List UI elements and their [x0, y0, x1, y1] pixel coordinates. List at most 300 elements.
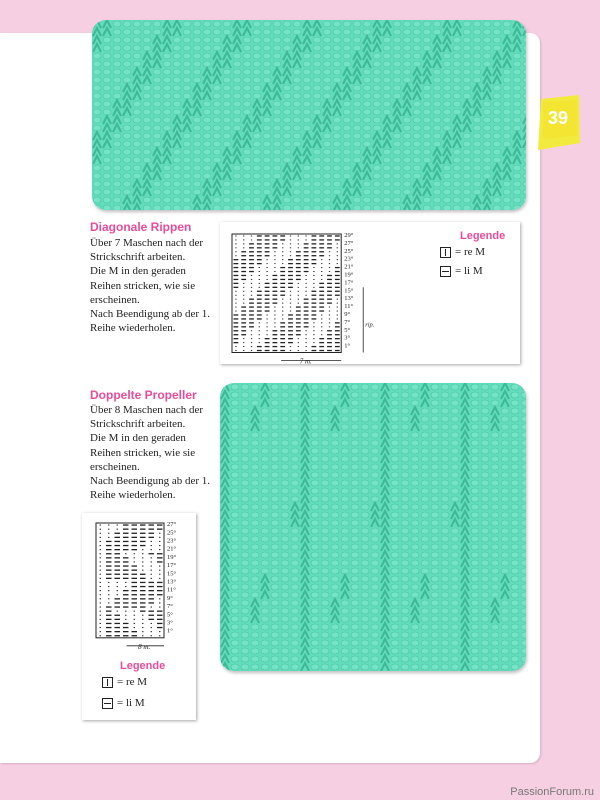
purl-stitch: [193, 37, 201, 43]
purl-stitch: [251, 552, 259, 558]
purl-stitch: [311, 592, 319, 598]
purl-stitch: [341, 512, 349, 518]
purl-stitch: [213, 93, 221, 99]
purl-stitch: [321, 648, 329, 654]
purl-stitch: [291, 536, 299, 542]
purl-stitch: [351, 608, 359, 614]
purl-stitch: [411, 464, 419, 470]
purl-stitch: [451, 552, 459, 558]
purl-stitch: [343, 101, 351, 107]
purl-stitch: [281, 504, 289, 510]
purl-stitch: [423, 93, 431, 99]
purl-stitch: [113, 149, 121, 155]
purl-stitch: [521, 400, 526, 406]
purl-stitch: [123, 45, 131, 51]
purl-stitch: [361, 400, 369, 406]
purl-stitch: [513, 85, 521, 91]
purl-stitch: [471, 608, 479, 614]
purl-stitch: [231, 408, 239, 414]
purl-stitch: [513, 109, 521, 115]
purl-stitch: [133, 141, 141, 147]
purl-stitch: [261, 448, 269, 454]
purl-stitch: [311, 656, 319, 662]
purl-stitch: [493, 125, 501, 131]
purl-stitch: [183, 141, 191, 147]
purl-stitch: [523, 165, 526, 171]
chart-width-label: 8 m.: [138, 642, 151, 651]
purl-stitch: [293, 93, 301, 99]
purl-stitch: [253, 165, 261, 171]
purl-stitch: [291, 576, 299, 582]
purl-stitch: [491, 648, 499, 654]
purl-stitch: [113, 53, 121, 59]
purl-stitch: [173, 181, 181, 187]
purl-stitch: [271, 528, 279, 534]
purl-stitch: [401, 432, 409, 438]
purl-stitch: [271, 416, 279, 422]
purl-stitch: [251, 520, 259, 526]
purl-stitch: [451, 568, 459, 574]
purl-stitch: [281, 416, 289, 422]
purl-stitch: [241, 664, 249, 670]
purl-stitch: [303, 189, 311, 195]
purl-stitch: [521, 592, 526, 598]
purl-stitch: [213, 125, 221, 131]
purl-stitch: [491, 448, 499, 454]
purl-stitch: [423, 205, 431, 210]
purl-stitch: [303, 53, 311, 59]
purl-stitch: [323, 133, 331, 139]
purl-stitch: [271, 480, 279, 486]
purl-stitch: [371, 408, 379, 414]
purl-stitch: [331, 480, 339, 486]
purl-stitch: [271, 560, 279, 566]
purl-stitch: [133, 21, 141, 27]
purl-stitch: [333, 117, 341, 123]
purl-stitch: [313, 149, 321, 155]
purl-stitch: [173, 189, 181, 195]
purl-stitch: [413, 101, 421, 107]
purl-stitch: [331, 552, 339, 558]
purl-stitch: [273, 117, 281, 123]
purl-stitch: [231, 592, 239, 598]
purl-stitch: [163, 77, 171, 83]
purl-stitch: [143, 117, 151, 123]
purl-stitch: [103, 205, 111, 210]
purl-stitch: [271, 624, 279, 630]
purl-stitch: [361, 600, 369, 606]
purl-stitch: [421, 560, 429, 566]
legend-label-knit: = re M: [455, 246, 486, 258]
purl-stitch: [351, 480, 359, 486]
purl-stitch: [271, 488, 279, 494]
purl-stitch: [321, 392, 329, 398]
purl-stitch: [413, 125, 421, 131]
purl-stitch: [311, 496, 319, 502]
purl-stitch: [331, 664, 339, 670]
purl-stitch: [123, 165, 131, 171]
purl-stitch: [291, 616, 299, 622]
purl-stitch: [271, 648, 279, 654]
purl-stitch: [163, 85, 171, 91]
purl-stitch: [351, 512, 359, 518]
purl-stitch: [391, 568, 399, 574]
purl-stitch: [183, 133, 191, 139]
purl-stitch: [453, 181, 461, 187]
purl-stitch: [521, 480, 526, 486]
purl-stitch: [323, 173, 331, 179]
purl-stitch: [281, 632, 289, 638]
purl-stitch: [173, 173, 181, 179]
purl-stitch: [243, 101, 251, 107]
purl-stitch: [361, 448, 369, 454]
purl-stitch: [391, 504, 399, 510]
purl-stitch: [511, 560, 519, 566]
purl-stitch: [233, 173, 241, 179]
purl-stitch: [343, 21, 351, 27]
purl-stitch: [421, 472, 429, 478]
purl-stitch: [501, 616, 509, 622]
purl-stitch: [273, 37, 281, 43]
purl-stitch: [401, 536, 409, 542]
purl-stitch: [501, 560, 509, 566]
purl-stitch: [523, 85, 526, 91]
purl-stitch: [361, 408, 369, 414]
purl-stitch: [423, 141, 431, 147]
purl-stitch: [323, 77, 331, 83]
purl-stitch: [503, 133, 511, 139]
purl-stitch: [103, 165, 111, 171]
purl-stitch: [341, 520, 349, 526]
purl-stitch: [391, 656, 399, 662]
purl-stitch: [311, 544, 319, 550]
purl-stitch: [113, 197, 121, 203]
purl-stitch: [351, 464, 359, 470]
purl-stitch: [443, 85, 451, 91]
purl-stitch: [463, 85, 471, 91]
purl-stitch: [241, 576, 249, 582]
purl-stitch: [483, 101, 491, 107]
purl-stitch: [511, 504, 519, 510]
purl-stitch: [231, 504, 239, 510]
purl-stitch: [401, 632, 409, 638]
purl-stitch: [471, 520, 479, 526]
purl-stitch: [283, 125, 291, 131]
purl-stitch: [401, 584, 409, 590]
chart-row-label: 9°: [167, 594, 173, 602]
purl-stitch: [371, 440, 379, 446]
legend-title-diagonal: Legende: [460, 230, 506, 242]
purl-stitch: [113, 165, 121, 171]
purl-stitch: [263, 149, 271, 155]
purl-stitch: [491, 584, 499, 590]
purl-stitch: [281, 456, 289, 462]
purl-stitch: [261, 552, 269, 558]
purl-stitch: [421, 640, 429, 646]
purl-stitch: [491, 440, 499, 446]
purl-stitch: [333, 165, 341, 171]
purl-stitch: [473, 149, 481, 155]
purl-stitch: [493, 149, 501, 155]
purl-stitch: [303, 205, 311, 210]
purl-stitch: [251, 560, 259, 566]
purl-stitch: [493, 141, 501, 147]
purl-stitch: [281, 424, 289, 430]
purl-stitch: [471, 488, 479, 494]
purl-stitch: [363, 181, 371, 187]
purl-stitch: [443, 93, 451, 99]
purl-stitch: [463, 133, 471, 139]
purl-stitch: [231, 640, 239, 646]
purl-stitch: [311, 552, 319, 558]
purl-stitch: [321, 600, 329, 606]
purl-stitch: [383, 69, 391, 75]
purl-stitch: [183, 21, 191, 27]
purl-stitch: [271, 608, 279, 614]
purl-stitch: [451, 528, 459, 534]
purl-stitch: [401, 512, 409, 518]
purl-stitch: [511, 480, 519, 486]
purl-stitch: [261, 656, 269, 662]
purl-stitch: [331, 448, 339, 454]
purl-stitch: [311, 504, 319, 510]
purl-stitch: [403, 149, 411, 155]
purl-stitch: [311, 384, 319, 390]
purl-stitch: [231, 608, 239, 614]
purl-stitch: [231, 384, 239, 390]
purl-stitch: [463, 173, 471, 179]
purl-stitch: [331, 440, 339, 446]
purl-stitch: [93, 181, 101, 187]
purl-stitch: [411, 528, 419, 534]
chart-row-label: 15°: [344, 287, 354, 295]
purl-stitch: [291, 464, 299, 470]
purl-stitch: [373, 101, 381, 107]
purl-stitch: [271, 520, 279, 526]
purl-stitch: [501, 664, 509, 670]
purl-stitch: [343, 125, 351, 131]
purl-stitch: [153, 197, 161, 203]
purl-stitch: [283, 205, 291, 210]
purl-stitch: [463, 189, 471, 195]
purl-stitch: [253, 173, 261, 179]
purl-stitch: [241, 488, 249, 494]
purl-stitch: [313, 173, 321, 179]
purl-stitch: [463, 197, 471, 203]
purl-stitch: [281, 464, 289, 470]
purl-stitch: [373, 53, 381, 59]
purl-stitch: [513, 117, 521, 123]
purl-stitch: [431, 616, 439, 622]
purl-stitch: [213, 29, 221, 35]
purl-stitch: [331, 384, 339, 390]
purl-stitch: [123, 53, 131, 59]
purl-stitch: [503, 93, 511, 99]
knitting-chart-propeller: [82, 513, 196, 720]
purl-stitch: [261, 560, 269, 566]
purl-stitch: [521, 440, 526, 446]
purl-stitch: [271, 552, 279, 558]
chart-row-label: 23°: [167, 537, 177, 545]
purl-stitch: [421, 440, 429, 446]
purl-stitch: [411, 664, 419, 670]
purl-stitch: [411, 656, 419, 662]
purl-stitch: [383, 61, 391, 67]
knit-stitch: [523, 20, 526, 28]
purl-stitch: [353, 205, 361, 210]
purl-stitch: [441, 496, 449, 502]
purl-stitch: [503, 85, 511, 91]
purl-stitch: [261, 608, 269, 614]
purl-stitch: [283, 37, 291, 43]
purl-stitch: [521, 528, 526, 534]
purl-stitch: [441, 448, 449, 454]
purl-stitch: [183, 173, 191, 179]
purl-stitch: [263, 165, 271, 171]
purl-stitch: [433, 21, 441, 27]
purl-stitch: [431, 576, 439, 582]
purl-stitch: [231, 664, 239, 670]
purl-stitch: [123, 61, 131, 67]
purl-stitch: [343, 29, 351, 35]
purl-stitch: [421, 552, 429, 558]
purl-stitch: [231, 424, 239, 430]
purl-stitch: [123, 141, 131, 147]
purl-stitch: [311, 464, 319, 470]
purl-stitch: [453, 149, 461, 155]
purl-stitch: [193, 181, 201, 187]
purl-stitch: [271, 392, 279, 398]
purl-stitch: [143, 197, 151, 203]
purl-stitch: [233, 61, 241, 67]
purl-stitch: [403, 61, 411, 67]
purl-stitch: [213, 37, 221, 43]
purl-stitch: [403, 181, 411, 187]
purl-stitch: [423, 21, 431, 27]
purl-stitch: [441, 424, 449, 430]
purl-stitch: [251, 656, 259, 662]
purl-stitch: [463, 149, 471, 155]
purl-stitch: [231, 448, 239, 454]
purl-stitch: [363, 197, 371, 203]
purl-stitch: [321, 568, 329, 574]
purl-stitch: [481, 424, 489, 430]
purl-stitch: [371, 560, 379, 566]
purl-stitch: [403, 37, 411, 43]
purl-stitch: [271, 384, 279, 390]
purl-stitch: [471, 632, 479, 638]
purl-stitch: [303, 85, 311, 91]
purl-stitch: [283, 133, 291, 139]
purl-stitch: [271, 440, 279, 446]
purl-stitch: [271, 536, 279, 542]
purl-stitch: [283, 21, 291, 27]
purl-stitch: [451, 544, 459, 550]
purl-stitch: [231, 440, 239, 446]
purl-stitch: [463, 205, 471, 210]
purl-stitch: [451, 448, 459, 454]
purl-stitch: [523, 157, 526, 163]
purl-stitch: [491, 560, 499, 566]
purl-stitch: [183, 189, 191, 195]
purl-stitch: [393, 197, 401, 203]
purl-stitch: [203, 21, 211, 27]
purl-stitch: [501, 512, 509, 518]
purl-stitch: [321, 480, 329, 486]
purl-stitch: [361, 616, 369, 622]
purl-stitch: [343, 165, 351, 171]
purl-stitch: [173, 45, 181, 51]
purl-stitch: [511, 384, 519, 390]
purl-stitch: [321, 552, 329, 558]
purl-stitch: [173, 61, 181, 67]
purl-stitch: [241, 616, 249, 622]
purl-stitch: [491, 456, 499, 462]
purl-stitch: [401, 544, 409, 550]
purl-stitch: [361, 536, 369, 542]
purl-stitch: [183, 69, 191, 75]
purl-stitch: [363, 125, 371, 131]
purl-stitch: [391, 608, 399, 614]
chart-row-label: 11°: [344, 303, 354, 311]
purl-stitch: [193, 133, 201, 139]
purl-stitch: [453, 77, 461, 83]
purl-stitch: [153, 117, 161, 123]
purl-stitch: [241, 520, 249, 526]
purl-stitch: [183, 165, 191, 171]
purl-stitch: [361, 624, 369, 630]
purl-stitch: [251, 448, 259, 454]
purl-stitch: [231, 432, 239, 438]
purl-stitch: [351, 656, 359, 662]
purl-stitch: [241, 464, 249, 470]
purl-stitch: [291, 448, 299, 454]
purl-stitch: [501, 416, 509, 422]
purl-stitch: [231, 456, 239, 462]
purl-stitch: [291, 392, 299, 398]
purl-stitch: [323, 69, 331, 75]
purl-stitch: [323, 189, 331, 195]
purl-stitch: [371, 608, 379, 614]
purl-stitch: [321, 616, 329, 622]
purl-stitch: [501, 504, 509, 510]
purl-stitch: [333, 149, 341, 155]
chart-row-label: 25°: [167, 529, 177, 537]
purl-stitch: [521, 608, 526, 614]
purl-stitch: [241, 512, 249, 518]
purl-stitch: [513, 61, 521, 67]
purl-stitch: [291, 528, 299, 534]
purl-stitch: [491, 528, 499, 534]
purl-stitch: [373, 197, 381, 203]
purl-stitch: [371, 456, 379, 462]
purl-stitch: [433, 85, 441, 91]
purl-stitch: [471, 592, 479, 598]
purl-stitch: [251, 488, 259, 494]
chart-row-label: 7°: [344, 318, 351, 326]
purl-stitch: [341, 432, 349, 438]
purl-stitch: [391, 464, 399, 470]
purl-stitch: [441, 560, 449, 566]
purl-stitch: [501, 632, 509, 638]
purl-stitch: [421, 608, 429, 614]
chart-row-label: 5°: [167, 611, 173, 619]
purl-stitch: [451, 648, 459, 654]
purl-stitch: [481, 640, 489, 646]
purl-stitch: [471, 408, 479, 414]
purl-stitch: [241, 432, 249, 438]
purl-stitch: [441, 624, 449, 630]
